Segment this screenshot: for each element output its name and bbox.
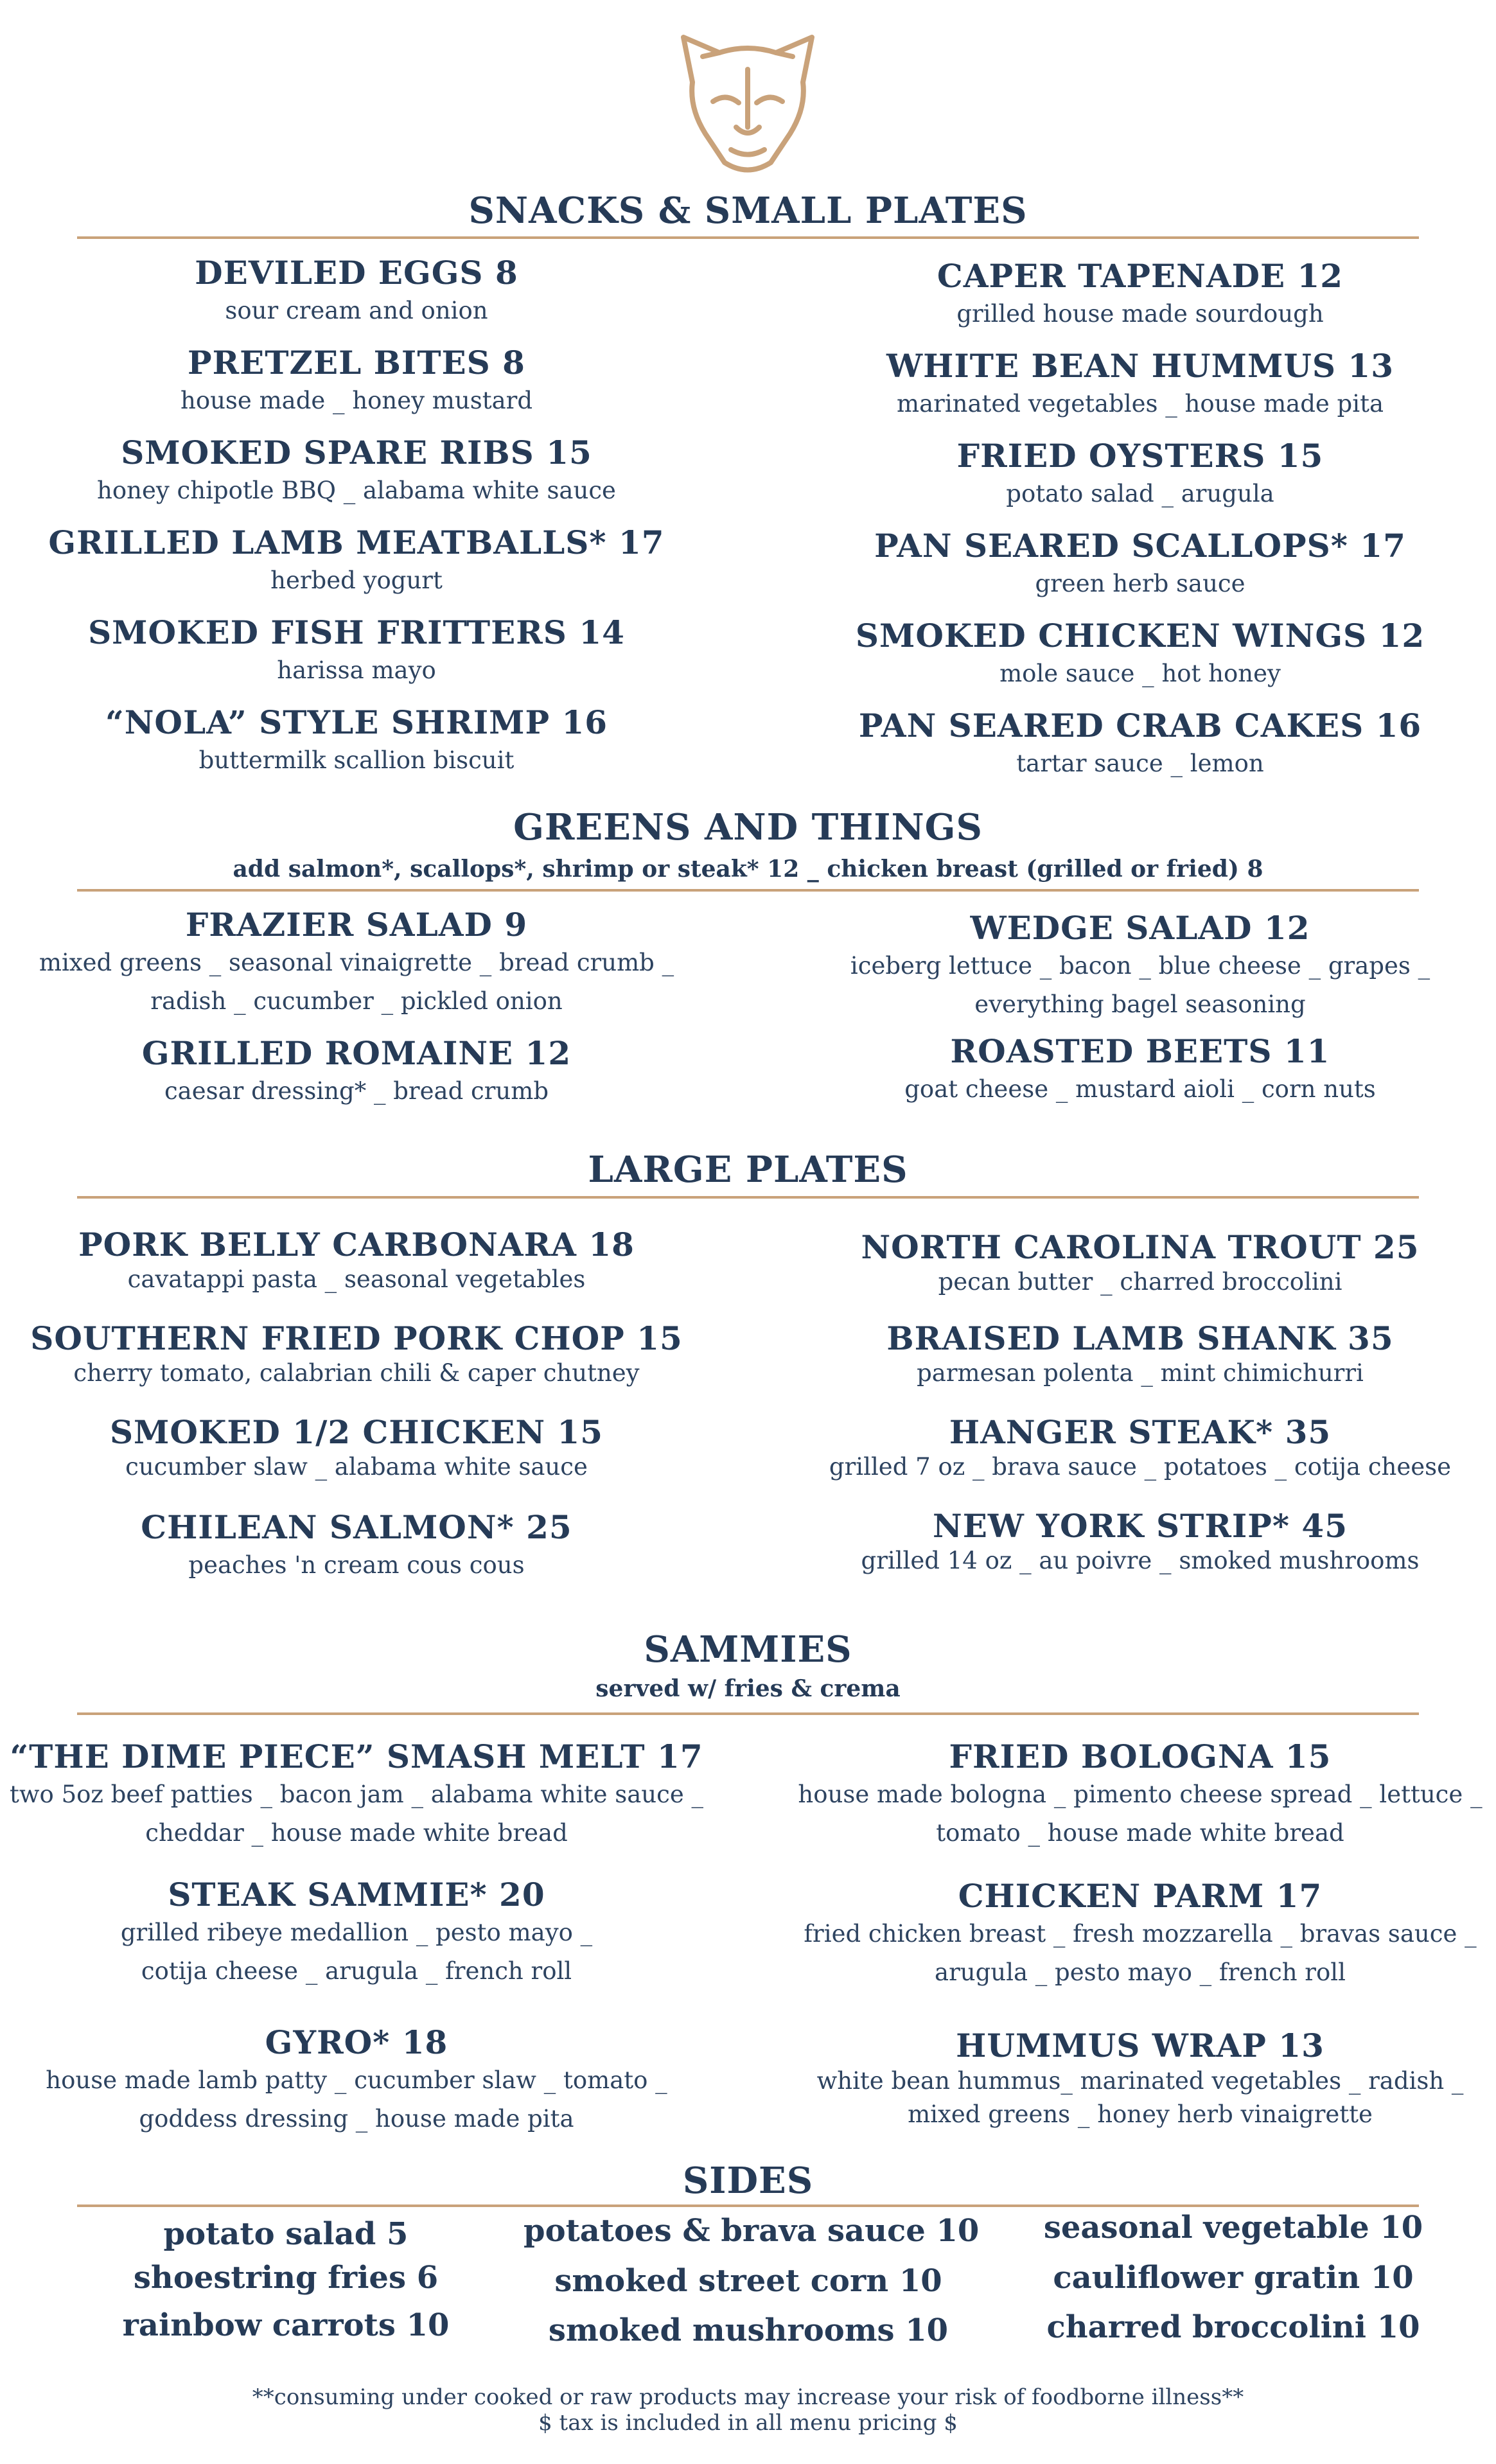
item-desc: grilled ribeye medallion _ pesto mayo _ <box>120 1919 593 1946</box>
item-desc: mixed greens _ seasonal vinaigrette _ bread crumb _ <box>39 949 674 976</box>
side-item: shoestring fries 6 <box>133 2260 439 2296</box>
item-desc: goat cheese _ mustard aioli _ corn nuts <box>904 1075 1376 1103</box>
menu-item <box>10 254 703 330</box>
item-name: NEW YORK STRIP* 45 <box>932 1507 1348 1545</box>
item-desc: harissa mayo <box>277 656 436 684</box>
item-desc: house made _ honey mustard <box>180 387 533 414</box>
item-name: PAN SEARED CRAB CAKES 16 <box>858 707 1422 744</box>
item-name: WEDGE SALAD 12 <box>970 909 1310 947</box>
side-item: potatoes & brava sauce 10 <box>524 2213 980 2249</box>
item-name: GRILLED ROMAINE 12 <box>141 1034 572 1072</box>
item-desc: mixed greens _ honey herb vinaigrette <box>908 2100 1373 2128</box>
menu-item <box>10 1876 703 1991</box>
item-desc: parmesan polenta _ mint chimichurri <box>917 1359 1364 1387</box>
menu-item <box>10 1413 703 1483</box>
menu-item <box>793 617 1487 693</box>
menu-item <box>793 1413 1487 1483</box>
item-desc: marinated vegetables _ house made pita <box>896 390 1384 418</box>
section-title-sammies: SAMMIES <box>644 1628 852 1671</box>
item-desc: grilled 14 oz _ au poivre _ smoked mushrooms <box>861 1547 1420 1574</box>
item-desc: everything bagel seasoning <box>974 990 1306 1018</box>
item-desc: honey chipotle BBQ _ alabama white sauce <box>97 477 616 504</box>
footer-tax-note: $ tax is included in all menu pricing $ <box>538 2410 958 2436</box>
menu-item <box>793 1877 1487 1992</box>
item-desc: green herb sauce <box>1035 570 1245 597</box>
menu-item <box>10 524 703 600</box>
divider <box>77 2204 1419 2207</box>
item-name: PRETZEL BITES 8 <box>188 344 525 382</box>
item-name: FRAZIER SALAD 9 <box>185 906 528 944</box>
menu-item <box>10 906 703 1021</box>
item-name: HANGER STEAK* 35 <box>949 1413 1332 1451</box>
menu-item <box>793 2027 1487 2131</box>
item-name: STEAK SAMMIE* 20 <box>168 1876 545 1914</box>
menu-item <box>10 1034 703 1111</box>
item-desc: peaches 'n cream cous cous <box>188 1551 525 1579</box>
menu-item <box>10 1226 703 1296</box>
item-name: PORK BELLY CARBONARA 18 <box>78 1226 635 1263</box>
item-desc: goddess dressing _ house made pita <box>139 2105 574 2133</box>
item-desc: grilled house made sourdough <box>956 300 1324 328</box>
menu-item <box>10 1319 703 1389</box>
item-desc: pecan butter _ charred broccolini <box>938 1268 1342 1296</box>
item-name: SMOKED 1/2 CHICKEN 15 <box>109 1413 604 1451</box>
side-item: rainbow carrots 10 <box>122 2307 450 2343</box>
item-desc: house made lamb patty _ cucumber slaw _ tomato _ <box>46 2066 667 2094</box>
item-name: FRIED BOLOGNA 15 <box>949 1738 1332 1775</box>
menu-item <box>10 344 703 420</box>
divider <box>77 1712 1419 1715</box>
menu-item <box>793 1738 1487 1852</box>
menu-item <box>10 613 703 690</box>
item-name: SMOKED CHICKEN WINGS 12 <box>855 617 1425 655</box>
item-desc: grilled 7 oz _ brava sauce _ potatoes _ cotija cheese <box>829 1453 1452 1481</box>
section-title-greens: GREENS AND THINGS <box>513 806 983 849</box>
menu-item <box>10 703 703 780</box>
item-name: DEVILED EGGS 8 <box>195 254 518 292</box>
item-desc: white bean hummus_ marinated vegetables _ radish _ <box>816 2067 1464 2095</box>
menu-item <box>793 1319 1487 1389</box>
item-desc: radish _ cucumber _ pickled onion <box>150 987 563 1015</box>
item-desc: cherry tomato, calabrian chili & caper chutney <box>73 1359 640 1387</box>
item-desc: cotija cheese _ arugula _ french roll <box>141 1957 572 1985</box>
menu-item <box>10 2023 703 2138</box>
menu-item <box>793 527 1487 603</box>
item-name: “THE DIME PIECE” SMASH MELT 17 <box>10 1738 703 1775</box>
item-name: SMOKED FISH FRITTERS 14 <box>88 613 625 651</box>
menu-item <box>793 707 1487 783</box>
item-desc: buttermilk scallion biscuit <box>198 746 515 774</box>
item-name: GYRO* 18 <box>265 2023 448 2061</box>
item-desc: mole sauce _ hot honey <box>999 660 1281 687</box>
item-desc: cheddar _ house made white bread <box>145 1819 568 1847</box>
footer-disclaimer: **consuming under cooked or raw products may increase your risk of foodborne illness** <box>252 2384 1244 2410</box>
item-name: GRILLED LAMB MEATBALLS* 17 <box>48 524 665 561</box>
section-title-snacks: SNACKS & SMALL PLATES <box>468 189 1028 232</box>
item-desc: potato salad _ arugula <box>1006 480 1274 507</box>
divider <box>77 889 1419 892</box>
side-item: potato salad 5 <box>163 2216 409 2252</box>
item-name: NORTH CAROLINA TROUT 25 <box>861 1228 1420 1266</box>
item-desc: tomato _ house made white bread <box>936 1819 1344 1847</box>
panther-head-icon <box>674 31 821 179</box>
item-desc: caesar dressing* _ bread crumb <box>164 1077 549 1105</box>
item-desc: house made bologna _ pimento cheese spread _ lettuce _ <box>798 1781 1483 1808</box>
divider <box>77 1196 1419 1199</box>
item-desc: fried chicken breast _ fresh mozzarella _ bravas sauce _ <box>804 1920 1477 1948</box>
item-desc: cucumber slaw _ alabama white sauce <box>125 1453 588 1481</box>
menu-item <box>793 1032 1487 1109</box>
menu-item <box>793 1507 1487 1577</box>
menu-item <box>10 434 703 510</box>
item-desc: arugula _ pesto mayo _ french roll <box>935 1958 1346 1986</box>
section-subtitle-sammies: served w/ fries & crema <box>595 1675 901 1702</box>
item-desc: two 5oz beef patties _ bacon jam _ alabama white sauce _ <box>10 1781 703 1808</box>
item-name: FRIED OYSTERS 15 <box>956 437 1324 475</box>
item-name: SOUTHERN FRIED PORK CHOP 15 <box>30 1319 683 1357</box>
section-subtitle-greens: add salmon*, scallops*, shrimp or steak* 12 _ chicken breast (grilled or fried) 8 <box>233 856 1263 883</box>
item-desc: iceberg lettuce _ bacon _ blue cheese _ grapes _ <box>850 952 1430 980</box>
side-item: smoked mushrooms 10 <box>548 2312 949 2348</box>
side-item: smoked street corn 10 <box>554 2263 942 2299</box>
item-name: HUMMUS WRAP 13 <box>956 2027 1324 2064</box>
divider <box>77 236 1419 239</box>
item-name: “NOLA” STYLE SHRIMP 16 <box>105 703 608 741</box>
item-name: WHITE BEAN HUMMUS 13 <box>886 347 1395 385</box>
item-desc: tartar sauce _ lemon <box>1016 750 1264 777</box>
menu-item <box>10 1738 703 1852</box>
item-name: BRAISED LAMB SHANK 35 <box>886 1319 1394 1357</box>
section-title-large-plates: LARGE PLATES <box>588 1148 908 1191</box>
item-desc: sour cream and onion <box>225 297 488 324</box>
item-name: CHILEAN SALMON* 25 <box>141 1508 572 1546</box>
menu-item <box>10 1508 703 1585</box>
item-desc: herbed yogurt <box>270 567 443 594</box>
side-item: charred broccolini 10 <box>1046 2309 1420 2345</box>
menu-item <box>793 347 1487 423</box>
item-name: CAPER TAPENADE 12 <box>937 257 1344 295</box>
item-name: PAN SEARED SCALLOPS* 17 <box>874 527 1406 565</box>
section-title-sides: SIDES <box>682 2160 814 2202</box>
menu-item <box>793 909 1487 1024</box>
item-name: CHICKEN PARM 17 <box>958 1877 1323 1915</box>
side-item: seasonal vegetable 10 <box>1043 2210 1423 2246</box>
item-name: SMOKED SPARE RIBS 15 <box>121 434 592 471</box>
menu-item <box>793 437 1487 513</box>
menu-item <box>793 257 1487 333</box>
item-desc: cavatappi pasta _ seasonal vegetables <box>127 1265 586 1293</box>
side-item: cauliflower gratin 10 <box>1053 2260 1414 2296</box>
item-name: ROASTED BEETS 11 <box>950 1032 1330 1070</box>
menu-item <box>793 1228 1487 1298</box>
